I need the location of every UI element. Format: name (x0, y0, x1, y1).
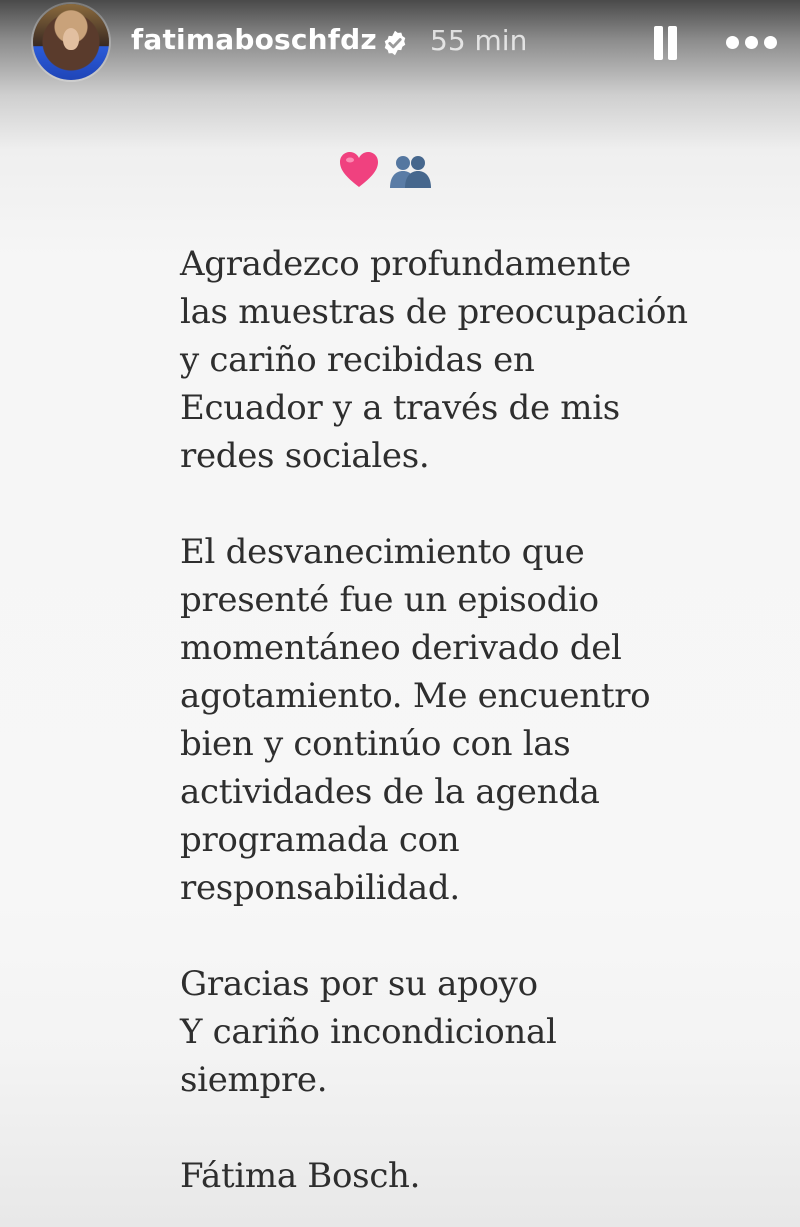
message-signature: Fátima Bosch. (180, 1156, 421, 1196)
more-options-button[interactable] (724, 28, 780, 58)
message-paragraph: El desvanecimiento que presenté fue un episodio momentáneo derivado del agotamiento. Me encuentro bien y continúo con las actividades de la agenda programada con responsabilidad. (180, 532, 651, 908)
emoji-row (338, 150, 438, 194)
two-people-silhouette-icon (388, 154, 432, 190)
more-options-icon (726, 36, 739, 49)
pause-icon (654, 26, 663, 60)
profile-avatar[interactable] (33, 4, 109, 80)
message-paragraph: Agradezco profundamente las muestras de preocupación y cariño recibidas en Ecuador y a través de mis redes sociales. (180, 244, 688, 476)
username-link[interactable]: fatimaboschfdz (131, 23, 377, 56)
message-paragraph: Gracias por su apoyo Y cariño incondicional siempre. (180, 964, 557, 1100)
story-header (0, 0, 800, 90)
verified-badge-icon (381, 29, 409, 57)
pause-button[interactable] (650, 24, 682, 64)
pink-heart-icon (338, 150, 380, 190)
story-timestamp: 55 min (430, 24, 528, 57)
